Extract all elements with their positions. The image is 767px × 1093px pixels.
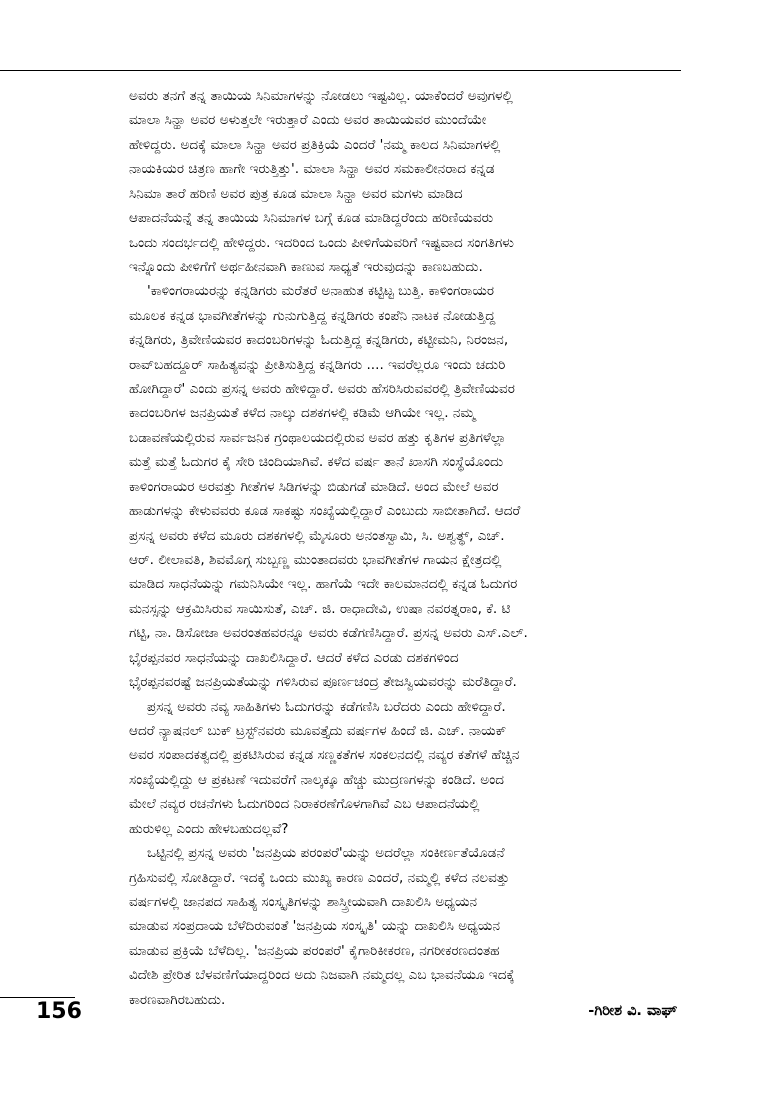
text-line: ಮತ್ತೆ ಮತ್ತೆ ಓದುಗರ ಕೈ ಸೇರಿ ಚಿಂದಿಯಾಗಿವೆ. ಕಳೆದ ವರ್ಷ ತಾನೆ ಖಾಸಗಿ ಸಂಸ್ಥೆಯೊಂದು bbox=[129, 454, 504, 471]
text-line: ಹೇಳಿದ್ದರು. ಅದಕ್ಕೆ ಮಾಲಾ ಸಿನ್ಹಾ ಅವರ ಪ್ರತಿಕ್ರಿಯೆ ಎಂದರೆ 'ನಮ್ಮ ಕಾಲದ ಸಿನಿಮಾಗಳಲ್ಲಿ bbox=[129, 136, 501, 153]
text-line: ಮೂಲಕ ಕನ್ನಡ ಭಾವಗೀತೆಗಳನ್ನು ಗುನುಗುತ್ತಿದ್ದ ಕನ್ನಡಿಗರು ಕಂಪೆನಿ ನಾಟಕ ನೋಡುತ್ತಿದ್ದ bbox=[129, 307, 496, 324]
text-line: ಒಟ್ಟಿನಲ್ಲಿ ಪ್ರಸನ್ನ ಅವರು 'ಜನಪ್ರಿಯ ಪರಂಪರೆ'ಯನ್ನು ಅದರೆಲ್ಲಾ ಸಂಕೀರ್ಣತೆಯೊಡನೆ bbox=[147, 845, 505, 862]
text-line: ಪ್ರಸನ್ನ ಅವರು ನವ್ಯ ಸಾಹಿತಿಗಳು ಓದುಗರನ್ನು ಕಡೆಗಣಿಸಿ ಬರೆದರು ಎಂದು ಹೇಳಿದ್ದಾರೆ. bbox=[147, 698, 506, 715]
text-line: ಆದರೆ ನ್ಯಾಷನಲ್ ಬುಕ್ ಟ್ರಸ್ಟ್‌ನವರು ಮೂವತ್ತೈದು ವರ್ಷಗಳ ಹಿಂದೆ ಜಿ. ಎಚ್. ನಾಯಕ್ bbox=[129, 722, 507, 739]
text-line: ವಿದೇಶಿ ಪ್ರೇರಿತ ಬೆಳವಣಿಗೆಯಾದ್ದರಿಂದ ಅದು ನಿಜವಾಗಿ ನಮ್ಮದಲ್ಲ ಎಬ ಭಾವನೆಯೂ ಇದಕ್ಕೆ bbox=[129, 967, 515, 984]
paragraph bbox=[129, 279, 679, 694]
author-signature: -ಗಿರೀಶ ವಿ. ವಾಘ್ bbox=[588, 1003, 677, 1019]
text-line: ಬಡಾವಣೆಯಲ್ಲಿರುವ ಸಾರ್ವಜನಿಕ ಗ್ರಂಥಾಲಯದಲ್ಲಿರುವ ಅವರ ಹತ್ತು ಕೃತಿಗಳ ಪ್ರತಿಗಳೆಲ್ಲಾ bbox=[129, 429, 507, 446]
text-line: ಗ್ರಹಿಸುವಲ್ಲಿ ಸೋತಿದ್ದಾರೆ. ಇದಕ್ಕೆ ಒಂದು ಮುಖ್ಯ ಕಾರಣ ಎಂದರೆ, ನಮ್ಮಲ್ಲಿ ಕಳೆದ ನಲವತ್ತು bbox=[129, 869, 510, 886]
text-line: ಮಾಡುವ ಸಂಪ್ರದಾಯ ಬೆಳೆದಿರುವಂತೆ 'ಜನಪ್ರಿಯ ಸಂಸ್ಕೃತಿ' ಯನ್ನು ದಾಖಲಿಸಿ ಅಧ್ಯಯನ bbox=[129, 918, 500, 935]
text-line: ಕಾದಂಬರಿಗಳ ಜನಪ್ರಿಯತೆ ಕಳೆದ ನಾಲ್ಕು ದಶಕಗಳಲ್ಲಿ ಕಡಿಮೆ ಆಗಿಯೇ ಇಲ್ಲ. ನಮ್ಮ bbox=[129, 405, 476, 422]
text-line: ಅವರು ತನಗೆ ತನ್ನ ತಾಯಿಯ ಸಿನಿಮಾಗಳನ್ನು ನೋಡಲು ಇಷ್ಟವಿಲ್ಲ. ಯಾಕೆಂದರೆ ಅವುಗಳಲ್ಲಿ bbox=[129, 88, 513, 104]
header-rule bbox=[0, 70, 681, 71]
text-line: ಕನ್ನಡಿಗರು, ತ್ರಿವೇಣಿಯವರ ಕಾದಂಬರಿಗಳನ್ನು ಓದುತ್ತಿದ್ದ ಕನ್ನಡಿಗರು, ಕಟ್ಟೀಮನಿ, ನಿರಂಜನ, bbox=[129, 332, 509, 349]
text-line: ಅವರ ಸಂಪಾದಕತ್ವದಲ್ಲಿ ಪ್ರಕಟಿಸಿರುವ ಕನ್ನಡ ಸಣ್ಣಕತೆಗಳ ಸಂಕಲನದಲ್ಲಿ ನವ್ಯರ ಕತೆಗಳೆ ಹೆಚ್ಚಿನ bbox=[129, 747, 520, 764]
text-line: ಕಾಳಿಂಗರಾಯರ ಅರವತ್ತು ಗೀತೆಗಳ ಸಿಡಿಗಳನ್ನು ಬಿಡುಗಡೆ ಮಾಡಿದೆ. ಅಂದ ಮೇಲೆ ಅವರ bbox=[129, 478, 499, 495]
text-line: ಮಾಡುವ ಪ್ರಕ್ರಿಯೆ ಬೆಳೆದಿಲ್ಲ. 'ಜನಪ್ರಿಯ ಪರಂಪರೆ' ಕೈಗಾರಿಕೀಕರಣ, ನಗರೀಕರಣದಂತಹ bbox=[129, 942, 500, 959]
text-line: ಸಿನಿಮಾ ತಾರೆ ಹರಿಣಿ ಅವರ ಪುತ್ರ ಕೂಡ ಮಾಲಾ ಸಿನ್ಹಾ ಅವರ ಮಗಳು ಮಾಡಿದ bbox=[129, 185, 463, 202]
paragraph bbox=[129, 695, 679, 842]
text-line: ಮಾಡಿದ ಸಾಧನೆಯನ್ನು ಗಮನಿಸಿಯೇ ಇಲ್ಲ. ಹಾಗೆಯೆ ಇದೇ ಕಾಲಮಾನದಲ್ಲಿ ಕನ್ನಡ ಓದುಗರ bbox=[129, 576, 518, 593]
article-body bbox=[129, 84, 679, 1012]
text-line: ವರ್ಷಗಳಲ್ಲಿ ಜಾನಪದ ಸಾಹಿತ್ಯ ಸಂಸ್ಕೃತಿಗಳನ್ನು ಶಾಸ್ತ್ರೀಯವಾಗಿ ದಾಖಲಿಸಿ ಅಧ್ಯಯನ bbox=[129, 893, 478, 910]
text-line: ಒಂದು ಸಂದರ್ಭದಲ್ಲಿ ಹೇಳಿದ್ದರು. ಇದರಿಂದ ಒಂದು ಪೀಳಿಗೆಯವರಿಗೆ ಇಷ್ಟವಾದ ಸಂಗತಿಗಳು bbox=[129, 234, 514, 251]
text-line: ಹಾಡುಗಳನ್ನು ಕೇಳುವವರು ಕೂಡ ಸಾಕಷ್ಟು ಸಂಖ್ಯೆಯಲ್ಲಿದ್ದಾರೆ ಎಂಬುದು ಸಾಬೀತಾಗಿದೆ. ಆದರೆ bbox=[129, 503, 521, 520]
text-line: ಪ್ರಸನ್ನ ಅವರು ಕಳೆದ ಮೂರು ದಶಕಗಳಲ್ಲಿ ಮೈಸೂರು ಅನಂತಸ್ವಾಮಿ, ಸಿ. ಅಶ್ವತ್ಥ್, ಎಚ್. bbox=[129, 527, 505, 544]
text-line: ಹೋಗಿದ್ದಾರೆ' ಎಂದು ಪ್ರಸನ್ನ ಅವರು ಹೇಳಿದ್ದಾರೆ. ಅವರು ಹೆಸರಿಸಿರುವವರಲ್ಲಿ ತ್ರಿವೇಣಿಯವರ bbox=[129, 381, 515, 398]
text-line: ನಾಯಕಿಯರ ಚಿತ್ರಣ ಹಾಗೇ ಇರುತ್ತಿತ್ತು'. ಮಾಲಾ ಸಿನ್ಹಾ ಅವರ ಸಮಕಾಲೀನರಾದ ಕನ್ನಡ bbox=[129, 161, 495, 178]
text-line: ಇನ್ನೊಂದು ಪೀಳಿಗೆಗೆ ಅರ್ಥಹೀನವಾಗಿ ಕಾಣುವ ಸಾಧ್ಯತೆ ಇರುವುದನ್ನು ಕಾಣಬಹುದು. bbox=[129, 258, 483, 275]
paragraph bbox=[129, 841, 679, 1012]
text-line: ಆರ್. ಲೀಲಾವತಿ, ಶಿವಮೊಗ್ಗ ಸುಬ್ಬಣ್ಣ ಮುಂತಾದವರು ಭಾವಗೀತೆಗಳ ಗಾಯನ ಕ್ಷೇತ್ರದಲ್ಲಿ bbox=[129, 552, 502, 569]
text-line: ಮನಸ್ಸನ್ನು ಆಕ್ರಮಿಸಿರುವ ಸಾಯಿಸುತೆ, ಎಚ್. ಜಿ. ರಾಧಾದೇವಿ, ಉಷಾ ನವರತ್ನರಾಂ, ಕೆ. ಟಿ bbox=[129, 600, 511, 617]
text-line: ಮೇಲೆ ನವ್ಯರ ರಚನೆಗಳು ಓದುಗರಿಂದ ನಿರಾಕರಣೆಗೊಳಗಾಗಿವೆ ಎಬ ಆಪಾದನೆಯಲ್ಲಿ bbox=[129, 796, 480, 813]
text-line: ಗಟ್ಟಿ, ನಾ. ಡಿಸೋಜಾ ಅವರಂತಹವರನ್ನೂ ಅವರು ಕಡೆಗಣಿಸಿದ್ದಾರೆ. ಪ್ರಸನ್ನ ಅವರು ಎಸ್.ಎಲ್. bbox=[129, 625, 528, 642]
text-line: ಮಾಲಾ ಸಿನ್ಹಾ ಅವರ ಅಳುತ್ತಲೇ ಇರುತ್ತಾರೆ ಎಂದು ಅವರ ತಾಯಿಯವರ ಮುಂದೆಯೇ bbox=[129, 112, 487, 129]
text-line: ಸಂಖ್ಯೆಯಲ್ಲಿದ್ದು ಆ ಪ್ರಕಟಣೆ ಇದುವರೆಗೆ ನಾಲ್ಕಕ್ಕೂ ಹೆಚ್ಚು ಮುದ್ರಣಗಳನ್ನು ಕಂಡಿದೆ. ಅಂದ bbox=[129, 771, 505, 788]
page-number: 156 bbox=[36, 999, 82, 1024]
text-line: ರಾವ್‌ಬಹದ್ದೂರ್ ಸಾಹಿತ್ಯವನ್ನು ಪ್ರೀತಿಸುತ್ತಿದ್ದ ಕನ್ನಡಿಗರು .... ಇವರೆಲ್ಲರೂ ಇಂದು ಚದುರಿ bbox=[129, 356, 506, 373]
text-line: ಭೈರಪ್ಪನವರಷ್ಟೆ ಜನಪ್ರಿಯತೆಯನ್ನು ಗಳಿಸಿರುವ ಪೂರ್ಣಚಂದ್ರ ತೇಜಸ್ವಿಯವರನ್ನು ಮರೆತಿದ್ದಾರೆ. bbox=[129, 674, 517, 691]
paragraph bbox=[129, 84, 679, 279]
text-line: ಕಾರಣವಾಗಿರಬಹುದು. bbox=[129, 991, 226, 1008]
text-line: ಆಪಾದನೆಯನ್ನೆ ತನ್ನ ತಾಯಿಯ ಸಿನಿಮಾಗಳ ಬಗ್ಗೆ ಕೂಡ ಮಾಡಿದ್ದರೆಂದು ಹರಿಣಿಯವರು bbox=[129, 210, 494, 227]
text-line: ಹುರುಳಿಲ್ಲ ಎಂದು ಹೇಳಬಹುದಲ್ಲವೆ? bbox=[129, 820, 289, 837]
text-line: ಭೈರಪ್ಪನವರ ಸಾಧನೆಯನ್ನು ದಾಖಲಿಸಿದ್ದಾರೆ. ಆದರೆ ಕಳೆದ ಎರಡು ದಶಕಗಳಿಂದ bbox=[129, 649, 459, 666]
text-line: 'ಕಾಳಿಂಗರಾಯರನ್ನು ಕನ್ನಡಿಗರು ಮರೆತರೆ ಅನಾಹುತ ಕಟ್ಟಿಟ್ಟ ಬುತ್ತಿ. ಕಾಳಿಂಗರಾಯರ bbox=[147, 283, 495, 300]
